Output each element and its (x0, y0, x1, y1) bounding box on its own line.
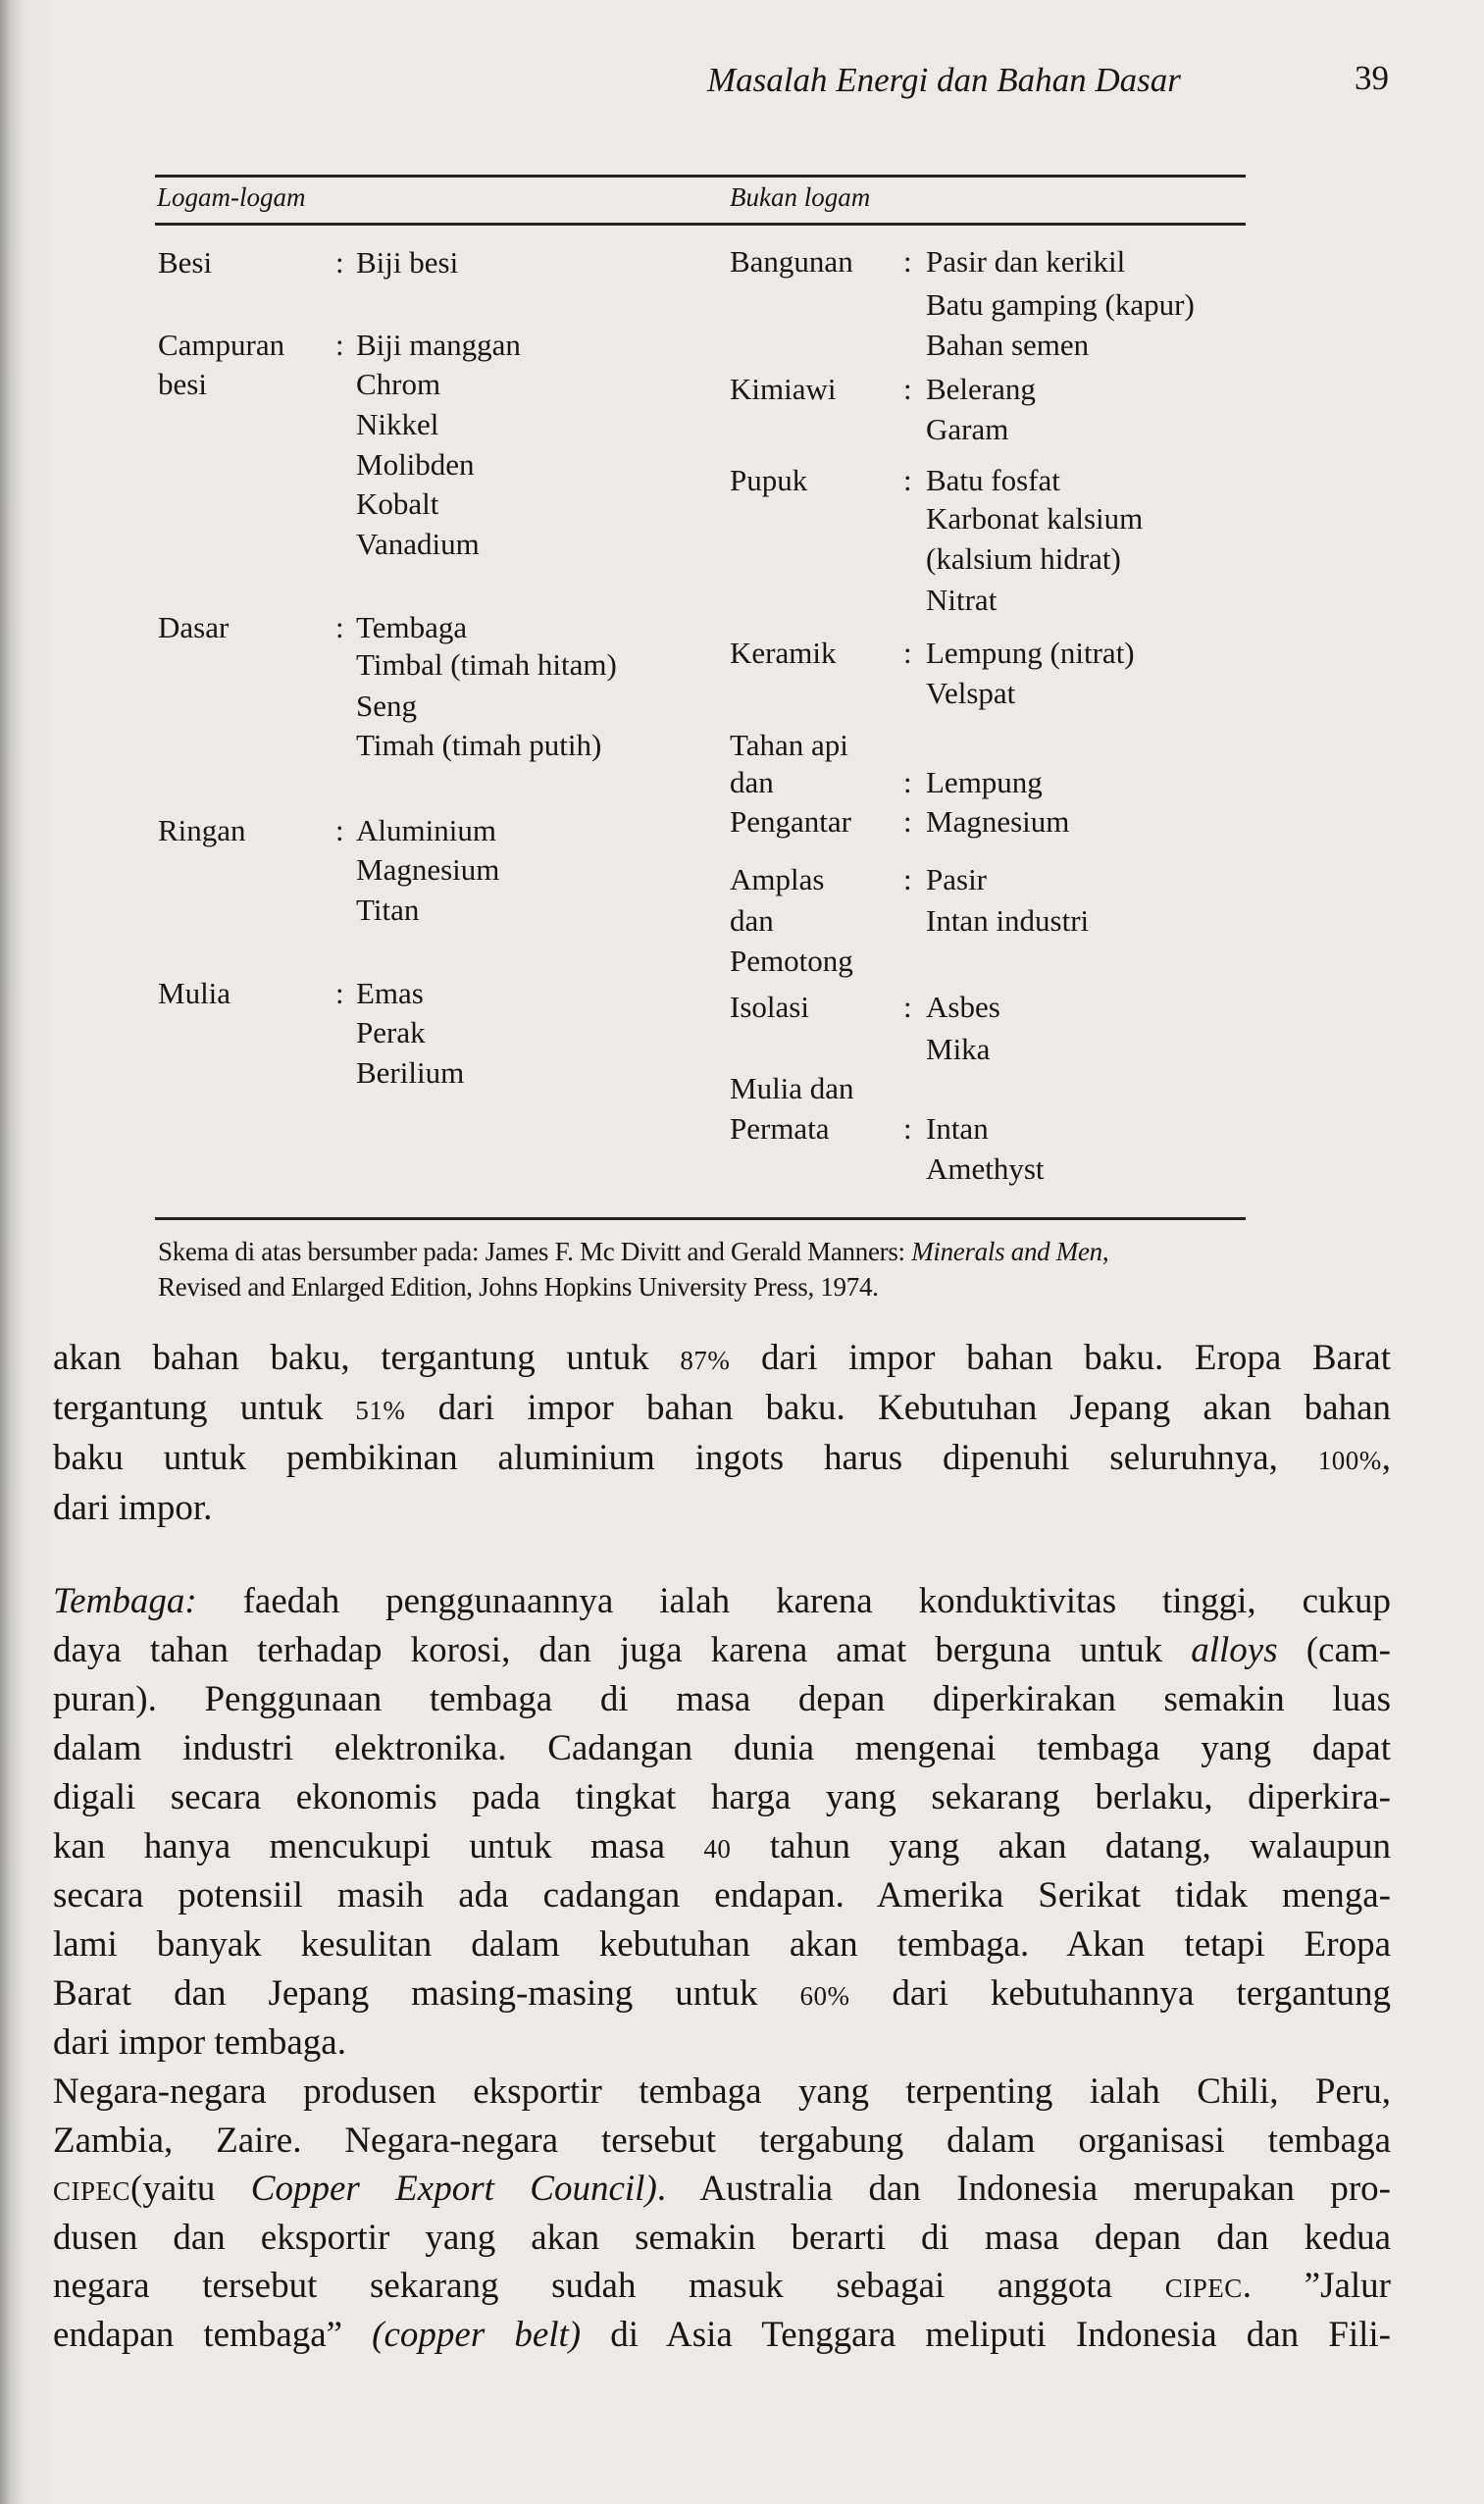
text-segment: dalam industri elektronika. Cadangan dunia mengenai tembaga yang dapat (53, 1728, 1391, 1768)
text-segment: kan hanya mencukupi untuk masa (53, 1826, 704, 1866)
text-segment: dari impor bahan baku. Eropa Barat (730, 1338, 1392, 1378)
left-category-label: Besi (158, 245, 213, 280)
text-line (53, 1383, 1391, 1433)
right-mineral-item: Velspat (926, 676, 1016, 710)
left-mineral-item: Perak (356, 1015, 426, 1049)
right-mineral-item: Lempung (nitrat) (926, 636, 1135, 670)
table-bottom-rule (155, 1217, 1246, 1220)
text-segment: Barat dan Jepang masing-masing untuk (53, 1973, 800, 2014)
right-category-label: Pupuk (730, 463, 808, 497)
right-colon: : (903, 372, 912, 406)
right-category-label: dan (730, 903, 774, 938)
text-segment: akan bahan baku, tergantung untuk (53, 1338, 681, 1378)
text-segment: negara tersebut sekarang sudah masuk sebagai anggota (53, 2266, 1165, 2307)
text-line (53, 1626, 1391, 1675)
left-mineral-item: Chrom (356, 367, 441, 401)
source-book-title: Minerals and Men (911, 1237, 1102, 1266)
text-segment: . Australia dan Indonesia merupakan pro- (656, 2169, 1391, 2210)
text-line (53, 2117, 1391, 2166)
text-line (53, 2068, 1391, 2117)
left-category-label: Dasar (158, 610, 230, 644)
table-header-rule (155, 223, 1246, 226)
text-line (53, 2262, 1391, 2311)
left-mineral-item: Kobalt (356, 486, 439, 521)
text-segment: digali secara ekonomis pada tingkat harga yang sekarang berlaku, diperkira- (53, 1777, 1391, 1817)
text-line (53, 1773, 1391, 1822)
small-caps-figure: 100% (1317, 1446, 1382, 1475)
left-mineral-item: Magnesium (356, 852, 500, 887)
text-segment: secara potensiil masih ada cadangan endapan. Amerika Serikat tidak menga- (53, 1875, 1391, 1916)
table-top-rule (155, 175, 1246, 178)
small-caps-figure: CIPEC (1164, 2274, 1243, 2304)
text-line (53, 1822, 1391, 1871)
text-segment: dari impor. (53, 1488, 213, 1528)
left-colon: : (335, 813, 344, 847)
right-category-label: dan (730, 765, 774, 799)
text-segment: , (1381, 1438, 1391, 1478)
right-mineral-item: Amethyst (926, 1151, 1045, 1186)
paragraph (53, 1577, 1391, 2068)
text-line (53, 2019, 1391, 2068)
left-colon: : (335, 245, 344, 280)
right-category-label: Keramik (730, 636, 837, 670)
italic-term: Tembaga: (53, 1581, 197, 1621)
source-note-line-1 (158, 1234, 1108, 1269)
small-caps-figure: CIPEC (53, 2176, 131, 2207)
right-colon: : (903, 765, 912, 799)
right-mineral-item: Lempung (926, 765, 1043, 799)
running-header-title: Masalah Energi dan Bahan Dasar (707, 61, 1181, 99)
text-segment: dari impor bahan baku. Kebutuhan Jepang akan bahan (405, 1388, 1391, 1428)
left-mineral-item: Emas (356, 976, 424, 1010)
italic-term: Copper Export Council) (250, 2169, 657, 2210)
text-line (53, 1433, 1391, 1483)
right-mineral-item: Mika (926, 1032, 991, 1066)
text-line (53, 2214, 1391, 2263)
left-mineral-item: Biji besi (356, 245, 459, 280)
left-category-label: besi (158, 367, 207, 401)
text-segment: (yaitu (130, 2169, 251, 2210)
right-mineral-item: Intan industri (926, 903, 1090, 938)
left-colon: : (335, 976, 344, 1010)
left-mineral-item: Nikkel (356, 407, 439, 441)
text-segment: dusen dan eksportir yang akan semakin berarti di masa depan dan kedua (53, 2217, 1391, 2258)
text-segment: Zambia, Zaire. Negara-negara tersebut tergabung dalam organisasi tembaga (53, 2120, 1391, 2161)
right-colon: : (903, 463, 912, 497)
right-mineral-item: Nitrat (926, 583, 998, 617)
italic-term: alloys (1191, 1630, 1278, 1670)
small-caps-figure: 87% (680, 1346, 731, 1375)
text-line (53, 1483, 1391, 1533)
right-mineral-item: Batu gamping (kapur) (926, 287, 1195, 322)
text-segment: (cam- (1277, 1630, 1391, 1670)
text-line (53, 2165, 1391, 2214)
text-segment: Negara-negara produsen eksportir tembaga yang terpenting ialah Chili, Peru, (53, 2071, 1391, 2112)
left-mineral-item: Timah (timah putih) (356, 728, 602, 762)
right-category-label: Isolasi (730, 990, 809, 1024)
page-number: 39 (1355, 59, 1389, 97)
small-caps-figure: 60% (799, 1981, 850, 2011)
left-mineral-item: Berilium (356, 1055, 465, 1090)
text-segment: daya tahan terhadap korosi, dan juga karena amat berguna untuk (53, 1630, 1192, 1670)
right-category-label: Amplas (730, 862, 825, 896)
right-mineral-item: Bahan semen (926, 328, 1090, 362)
right-category-label: Pemotong (730, 944, 853, 978)
right-colon: : (903, 244, 912, 279)
source-text: Skema di atas bersumber pada: James F. Mc Divitt and Gerald Manners: (158, 1237, 912, 1266)
left-colon: : (335, 328, 344, 362)
italic-term: (copper belt) (372, 2314, 582, 2355)
text-line (53, 1577, 1391, 1626)
text-segment: dari kebutuhannya tergantung (849, 1973, 1391, 2014)
right-category-label: Pengantar (730, 804, 851, 839)
text-segment: baku untuk pembikinan aluminium ingots harus dipenuhi seluruhnya, (53, 1438, 1318, 1478)
text-line (53, 2311, 1391, 2360)
text-segment: puran). Penggunaan tembaga di masa depan diperkirakan semakin luas (53, 1679, 1391, 1719)
right-category-label: Tahan api (730, 728, 848, 762)
right-mineral-item: Belerang (926, 372, 1036, 406)
right-mineral-item: Magnesium (926, 804, 1070, 839)
right-category-label: Kimiawi (730, 372, 837, 406)
right-mineral-item: Batu fosfat (926, 463, 1060, 497)
left-category-label: Ringan (158, 813, 246, 847)
left-mineral-item: Seng (356, 689, 417, 723)
source-punct: , (1101, 1237, 1109, 1266)
right-category-label: Mulia dan (730, 1071, 854, 1105)
left-mineral-item: Biji manggan (356, 328, 521, 362)
right-mineral-item: (kalsium hidrat) (926, 541, 1121, 576)
left-mineral-item: Aluminium (356, 813, 496, 847)
text-segment: faedah penggunaannya ialah karena konduktivitas tinggi, cukup (196, 1581, 1391, 1621)
text-line (53, 1920, 1391, 1969)
text-line (53, 1333, 1391, 1383)
left-mineral-item: Molibden (356, 447, 475, 482)
right-colon: : (903, 636, 912, 670)
text-segment: . ”Jalur (1242, 2266, 1391, 2307)
text-line (53, 1871, 1391, 1920)
right-mineral-item: Intan (926, 1111, 989, 1146)
left-mineral-item: Tembaga (356, 610, 468, 644)
right-colon: : (903, 990, 912, 1024)
text-line (53, 1675, 1391, 1724)
text-segment: lami banyak kesulitan dalam kebutuhan akan tembaga. Akan tetapi Eropa (53, 1924, 1391, 1965)
paragraph (53, 1333, 1391, 1533)
paragraph (53, 2068, 1391, 2360)
left-category-label: Campuran (158, 328, 285, 362)
text-segment: tergantung untuk (53, 1388, 356, 1428)
left-mineral-item: Timbal (timah hitam) (356, 647, 617, 682)
left-mineral-item: Titan (356, 893, 420, 927)
source-note-line-2: Revised and Enlarged Edition, Johns Hopkins University Press, 1974. (158, 1272, 879, 1302)
right-mineral-item: Pasir (926, 862, 987, 896)
right-colon: : (903, 1111, 912, 1146)
right-category-label: Bangunan (730, 244, 853, 279)
right-mineral-item: Karbonat kalsium (926, 501, 1144, 536)
right-mineral-item: Pasir dan kerikil (926, 244, 1126, 279)
right-mineral-item: Garam (926, 412, 1009, 446)
text-segment: di Asia Tenggara meliputi Indonesia dan Fili- (581, 2314, 1391, 2355)
right-column-header: Bukan logam (730, 182, 871, 212)
small-caps-figure: 40 (703, 1834, 732, 1864)
text-segment: endapan tembaga” (53, 2314, 373, 2355)
right-category-label: Permata (730, 1111, 830, 1146)
left-category-label: Mulia (158, 976, 231, 1010)
left-colon: : (335, 610, 344, 644)
left-column-header: Logam-logam (157, 182, 306, 212)
right-colon: : (903, 862, 912, 896)
right-mineral-item: Asbes (926, 990, 1000, 1024)
right-colon: : (903, 804, 912, 839)
small-caps-figure: 51% (355, 1396, 406, 1425)
left-mineral-item: Vanadium (356, 527, 480, 561)
text-line (53, 1724, 1391, 1773)
text-segment: dari impor tembaga. (53, 2022, 346, 2063)
text-line (53, 1969, 1391, 2019)
text-segment: tahun yang akan datang, walaupun (731, 1826, 1391, 1866)
